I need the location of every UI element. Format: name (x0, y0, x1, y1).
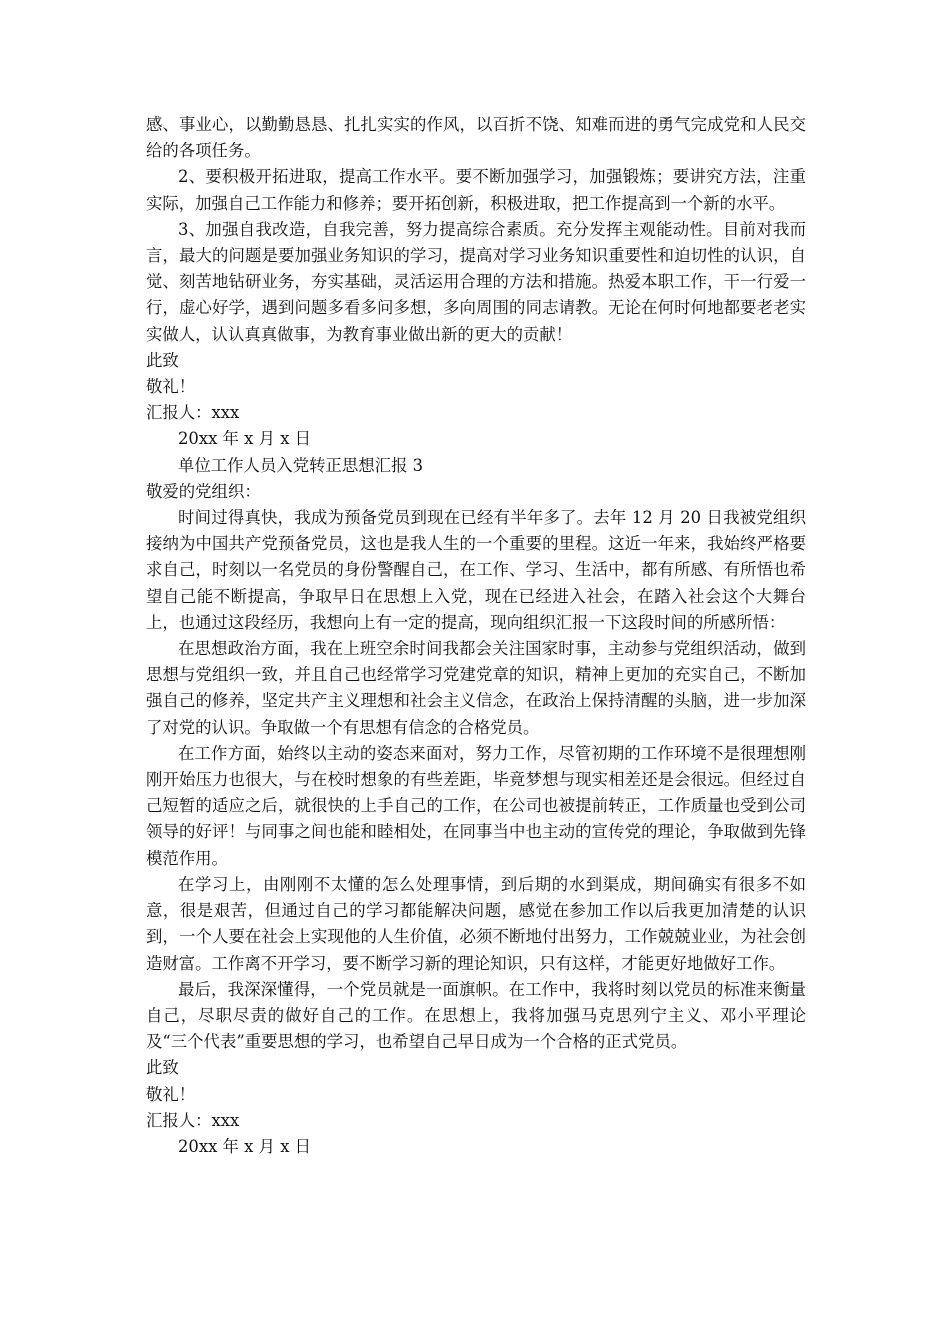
paragraph-continuation: 感、事业心，以勤勤恳恳、扎扎实实的作风，以百折不饶、知难而进的勇气完成党和人民交给的各项任务。 (146, 115, 806, 161)
closing-salutation-2: 此致 (146, 1058, 179, 1078)
paragraph-item-2: 2、要积极开拓进取，提高工作水平。要不断加强学习，加强锻炼；要讲究方法，注重实际，加强自己工作能力和修养；要开拓创新，积极进取，把工作提高到一个新的水平。 (146, 167, 806, 213)
reporter-signature: 汇报人：xxx (146, 403, 240, 423)
paragraph-work: 在工作方面，始终以主动的姿态来面对，努力工作，尽管初期的工作环境不是很理想刚刚开始压力也很大，与在校时想象的有些差距，毕竟梦想与现实相差还是会很远。但经过自己短暂的适应之后，就很快的上手自己的工作，在公司也被提前转正，工作质量也受到公司领导的好评！与同事之间也能和睦相处，在同事当中也主动的宣传党的理论，争取做到先锋模范作用。 (146, 743, 806, 868)
report-date-2: 20xx 年 x 月 x 日 (178, 1136, 312, 1156)
closing-regards: 敬礼！ (146, 377, 196, 397)
paragraph-conclusion: 最后，我深深懂得，一个党员就是一面旗帜。在工作中，我将时刻以党员的标准来衡量自己，尽职尽责的做好自己的工作。在思想上，我将加强马克思列宁主义、邓小平理论及“三个代表”重要思想的学习，也希望自己早日成为一个合格的正式党员。 (146, 979, 806, 1052)
paragraph-study: 在学习上，由刚刚不太懂的怎么处理事情，到后期的水到渠成，期间确实有很多不如意，很是艰苦，但通过自己的学习都能解决问题，感觉在参加工作以后我更加清楚的认识到，一个人要在社会上实现他的人生价值，必须不断地付出努力，工作兢兢业业，为社会创造财富。工作离不开学习，要不断学习新的理论知识，只有这样，才能更好地做好工作。 (146, 874, 806, 973)
section-title: 单位工作人员入党转正思想汇报 3 (178, 455, 424, 475)
report-date: 20xx 年 x 月 x 日 (178, 429, 312, 449)
closing-regards-2: 敬礼！ (146, 1084, 196, 1104)
paragraph-politics: 在思想政治方面，我在上班空余时间我都会关注国家时事，主动参与党组织活动，做到思想与党组织一致，并且自己也经常学习党建党章的知识，精神上更加的充实自己，不断加强自己的修养，坚定共产主义理想和社会主义信念，在政治上保持清醒的头脑，进一步加深了对党的认识。争取做一个有思想有信念的合格党员。 (146, 639, 806, 737)
reporter-signature-2: 汇报人：xxx (146, 1110, 240, 1130)
document-body (146, 112, 806, 1160)
paragraph-item-3: 3、加强自我改造，自我完善，努力提高综合素质。充分发挥主观能动性。目前对我而言，最大的问题是要加强业务知识的学习，提高对学习业务知识重要性和迫切性的认识，自觉、刻苦地钻研业务，夯实基础，灵活运用合理的方法和措施。热爱本职工作，干一行爱一行，虚心好学，遇到问题多看多问多想，多向周围的同志请教。无论在何时何地都要老老实实做人，认认真真做事，为教育事业做出新的更大的贡献！ (146, 219, 806, 344)
paragraph-intro: 时间过得真快，我成为预备党员到现在已经有半年多了。去年 12 月 20 日我被党组织接纳为中国共产党预备党员，这也是我人生的一个重要的里程。这近一年来，我始终严格要求自己，时刻以一名党员的身份警醒自己，在工作、学习、生活中，都有所感、有所悟也希望自己能不断提高，争取早日在思想上入党，现在已经进入社会，在踏入社会这个大舞台上，也通过这段经历，我想向上有一定的提高，现向组织汇报一下这段时间的所感所悟： (146, 508, 806, 632)
closing-salutation: 此致 (146, 350, 179, 370)
greeting: 敬爱的党组织： (146, 481, 261, 501)
